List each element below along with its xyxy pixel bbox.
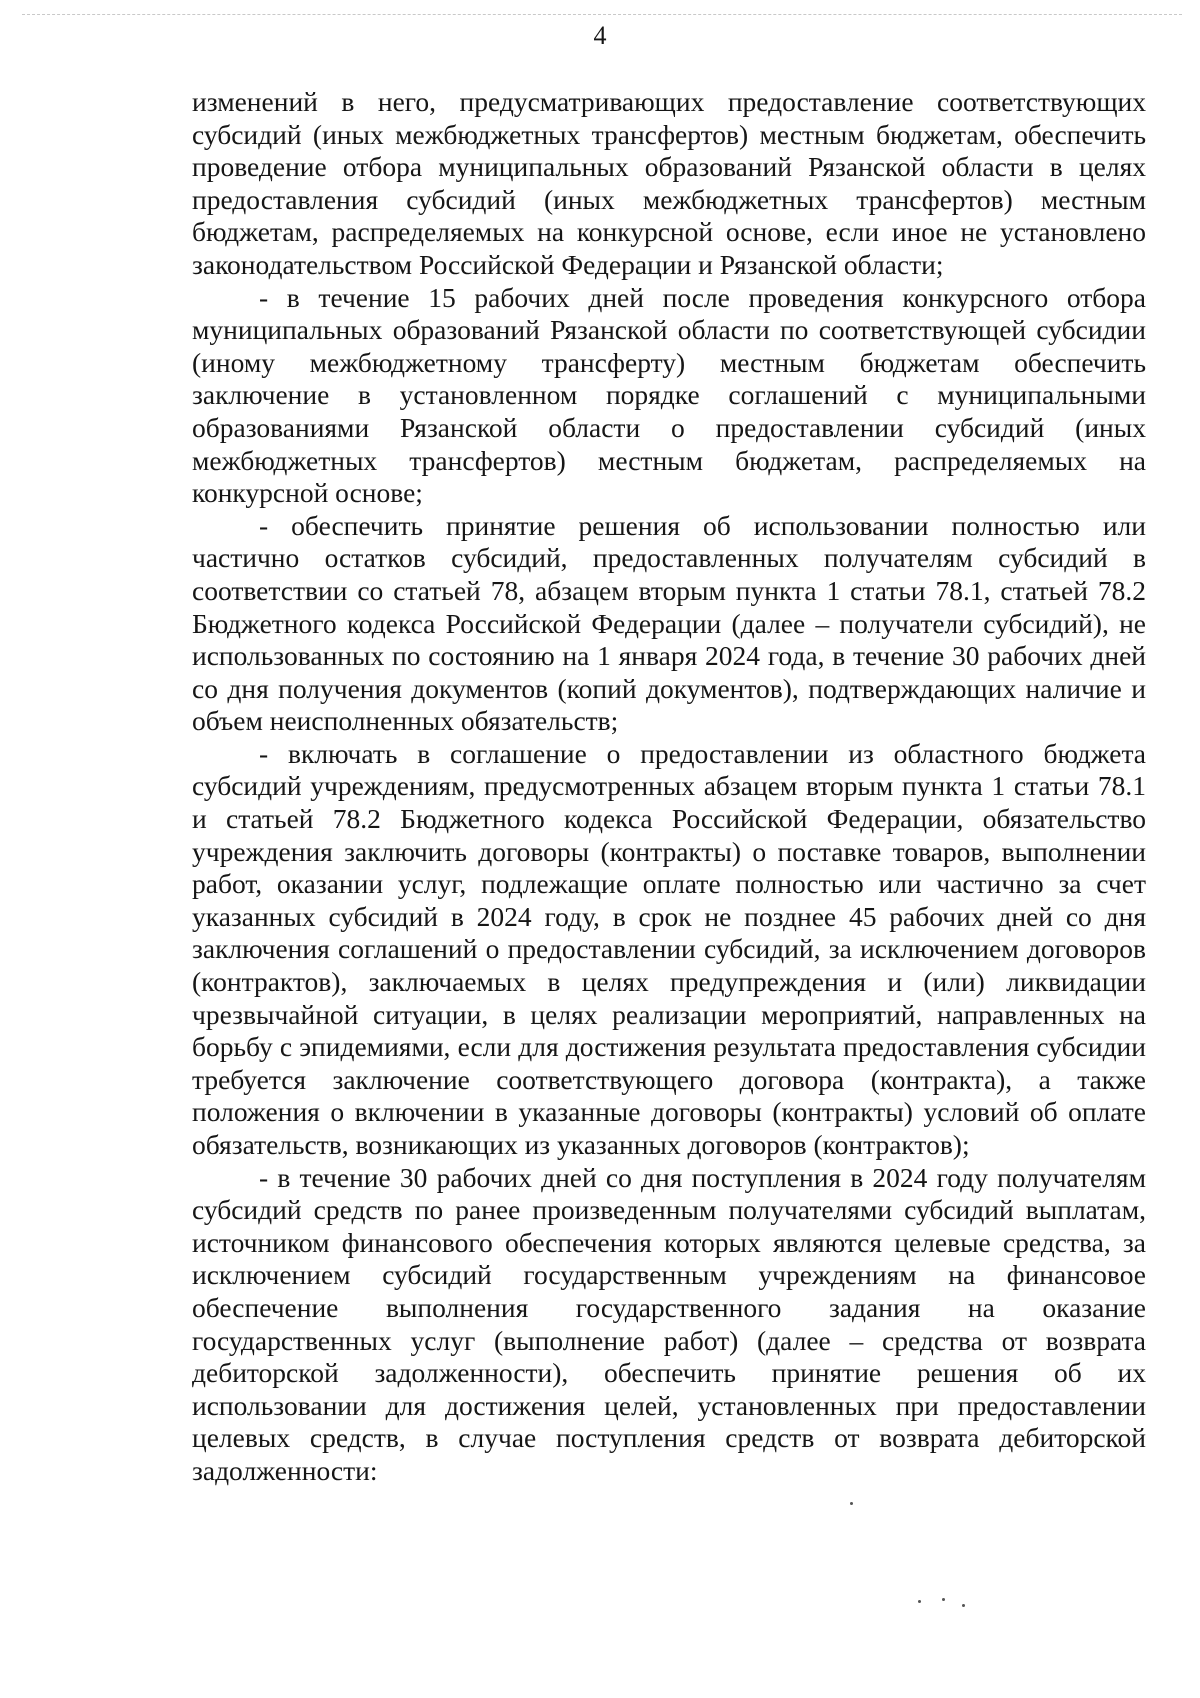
document-body [192,86,1146,1488]
scan-speck [918,1600,921,1603]
paragraph-contract-obligations: - включать в соглашение о предоставлении из областного бюджета субсидий учреждениям, предусмотренных абзацем вторым пункта 1 статьи 78.1 и статьей 78.2 Бюджетного кодекса Российской Федерации, обязательство учреждения заключить договоры (контракты) о поставке товаров, выполнении работ, оказании услуг, подлежащие оплате полностью или частично за счет указанных субсидий в 2024 году, в срок не позднее 45 рабочих дней со дня заключения соглашений о предоставлении субсидий, за исключением договоров (контрактов), заключаемых в целях предупреждения и (или) ликвидации чрезвычайной ситуации, в целях реализации мероприятий, направленных на борьбу с эпидемиями, если для достижения результата предоставления субсидии требуется заключение соответствующего договора (контракта), а также положения о включении в указанные договоры (контракты) условий об оплате обязательств, возникающих из указанных договоров (контрактов); [192,737,1146,1160]
scan-speck [962,1604,965,1607]
scan-speck [850,1502,853,1505]
page-number: 4 [593,21,607,50]
paragraph-receivables-return: - в течение 30 рабочих дней со дня поступления в 2024 году получателям субсидий средств по ранее произведенным получателями субсидий выплатам, источником финансового обеспечения которых являются целевые средства, за исключением субсидий государственным учреждениям на финансовое обеспечение выполнения государственного задания на оказание государственных услуг (выполнение работ) (далее – средства от возврата дебиторской задолженности), обеспечить принятие решения об их использовании для достижения целей, установленных при предоставлении целевых средств, в случае поступления средств от возврата дебиторской задолженности: [192,1161,1146,1486]
scan-speck [942,1598,945,1601]
scan-edge-line [22,14,1182,15]
paragraph-competitive-selection-agreements: - в течение 15 рабочих дней после проведения конкурсного отбора муниципальных образований Рязанской области по соответствующей субсидии (иному межбюджетному трансферту) местным бюджетам обеспечить заключение в установленном порядке соглашений с муниципальными образованиями Рязанской области о предоставлении субсидий (иных межбюджетных трансфертов) местным бюджетам, распределяемых на конкурсной основе; [192,281,1146,509]
paragraph-continuation: изменений в него, предусматривающих предоставление соответствующих субсидий (иных межбюджетных трансфертов) местным бюджетам, обеспечить проведение отбора муниципальных образований Рязанской области в целях предоставления субсидий (иных межбюджетных трансфертов) местным бюджетам, распределяемых на конкурсной основе, если иное не установлено законодательством Российской Федерации и Рязанской области; [192,86,1146,280]
paragraph-subsidy-residuals: - обеспечить принятие решения об использовании полностью или частично остатков субсидий, предоставленных получателям субсидий в соответствии со статьей 78, абзацем вторым пункта 1 статьи 78.1, статьей 78.2 Бюджетного кодекса Российской Федерации (далее – получатели субсидий), не использованных по состоянию на 1 января 2024 года, в течение 30 рабочих дней со дня получения документов (копий документов), подтверждающих наличие и объем неисполненных обязательств; [192,509,1146,737]
